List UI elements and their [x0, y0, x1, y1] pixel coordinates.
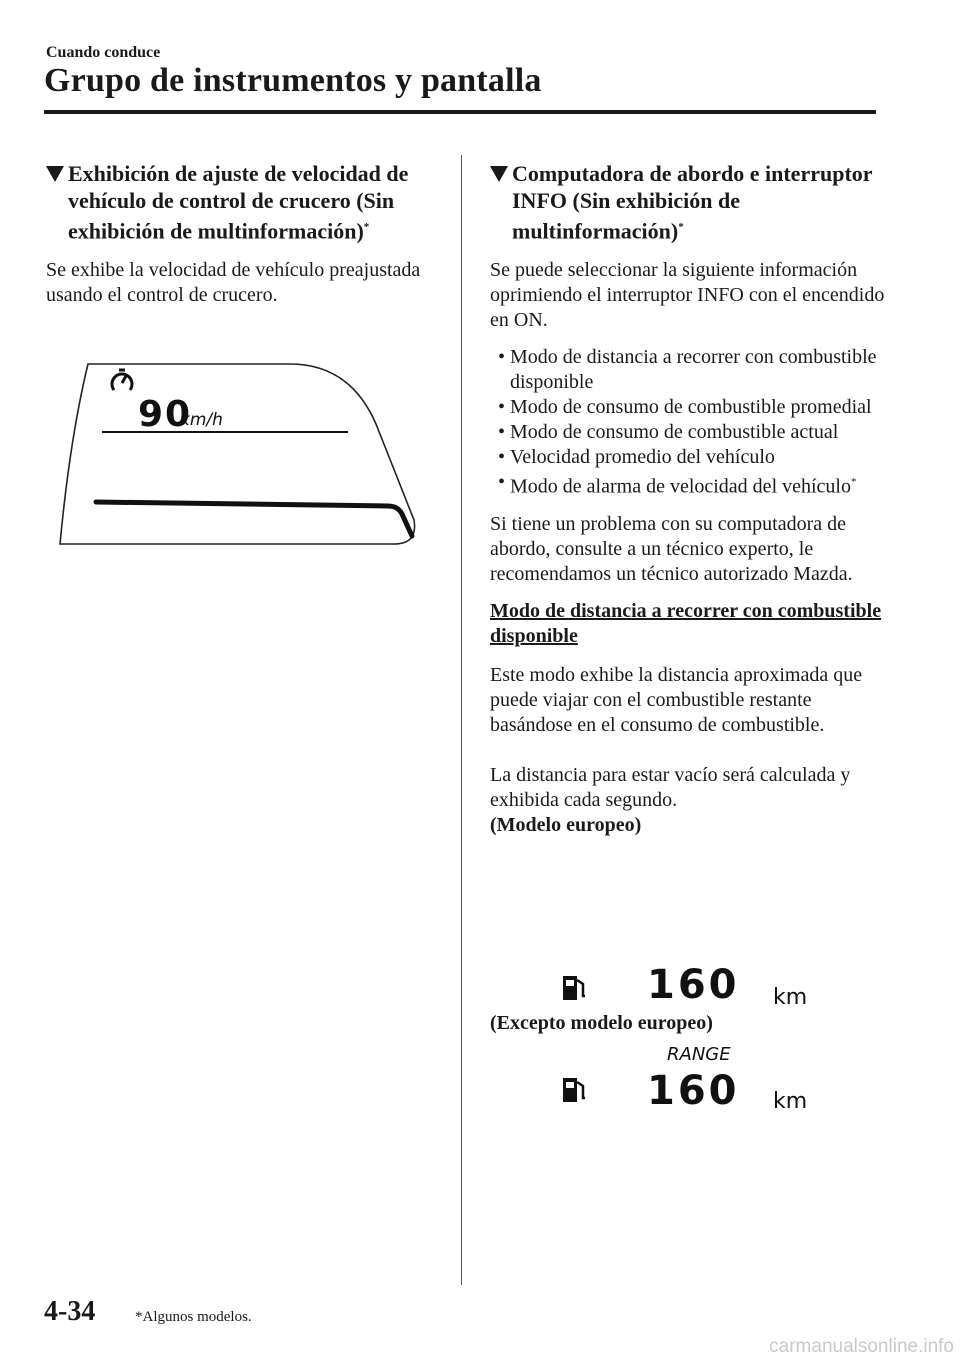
- triangle-marker-icon: [46, 166, 64, 182]
- bullet-dot: •: [498, 346, 506, 369]
- range-mode-subheading: Modo de distancia a recorrer con combustible disponible: [490, 599, 882, 647]
- list-item: • Modo de distancia a recorrer con combustible disponible: [498, 346, 877, 394]
- range-display-european: [555, 962, 815, 1010]
- trip-computer-intro: Se puede seleccionar la siguiente información oprimiendo el interruptor INFO con el encendido en ON.: [490, 259, 885, 332]
- range-calc-text: La distancia para estar vacío será calculada y exhibida cada segundo.: [490, 763, 851, 811]
- set-speed-unit: km/h: [180, 410, 223, 430]
- problem-text: Si tiene un problema con su computadora de abordo, consulte a un técnico experto, le recomendamos un técnico autorizado Mazda.: [490, 512, 853, 585]
- range-display-non-european: [555, 1042, 815, 1112]
- trip-computer-heading: [490, 160, 885, 244]
- column-divider: [461, 155, 462, 1285]
- list-item: • Modo de consumo de combustible actual: [498, 421, 839, 444]
- trip-computer-heading-text: Computadora de abordo e interruptor INFO (Sin exhibición de multinformación): [512, 161, 873, 244]
- section-label: Cuando conduce: [46, 44, 161, 61]
- bullet-dot: •: [498, 471, 506, 494]
- watermark: carmanualsonline.info: [769, 1336, 954, 1357]
- some-models-mark: *: [851, 476, 857, 489]
- cruise-speed-display-illustration: [58, 358, 420, 548]
- range-label: RANGE: [667, 1044, 731, 1065]
- cruise-speed-body: Se exhibe la velocidad de vehículo preajustada usando el control de crucero.: [46, 259, 421, 307]
- left-column: [46, 160, 442, 320]
- right-column: [490, 160, 885, 838]
- non-european-model-label: (Excepto modelo europeo): [490, 1012, 713, 1034]
- page-number: 4-34: [44, 1296, 96, 1327]
- bullet-dot: •: [498, 421, 506, 444]
- bullet-dot: •: [498, 446, 506, 469]
- footnote: *Algunos modelos.: [135, 1309, 252, 1325]
- fuel-pump-icon: [563, 1078, 585, 1102]
- european-model-label: (Modelo europeo): [490, 813, 642, 836]
- range-mode-text: Este modo exhibe la distancia aproximada que puede viajar con el combustible restante basándose en el consumo de combustible.: [490, 663, 863, 736]
- list-item: • Modo de consumo de combustible promedial: [498, 396, 872, 419]
- range-value: 160: [647, 1068, 740, 1112]
- list-item: • Modo de alarma de velocidad del vehículo*: [498, 471, 857, 498]
- cruise-speed-heading-text: Exhibición de ajuste de velocidad de vehículo de control de crucero (Sin exhibición de multinformación): [68, 161, 409, 244]
- some-models-mark: *: [363, 221, 370, 233]
- mode-list: [490, 345, 885, 500]
- some-models-mark: *: [678, 221, 684, 233]
- triangle-marker-icon: [490, 166, 508, 182]
- range-unit: km: [773, 1089, 808, 1112]
- page-title: Grupo de instrumentos y pantalla: [44, 62, 542, 99]
- title-rule: [44, 110, 876, 114]
- set-speed-value: 90: [138, 394, 193, 435]
- bullet-dot: •: [498, 396, 506, 419]
- range-value: 160: [647, 962, 740, 1008]
- list-item: • Velocidad promedio del vehículo: [498, 446, 775, 469]
- fuel-pump-icon: [563, 976, 585, 1000]
- range-unit: km: [773, 985, 808, 1010]
- cruise-control-icon: [112, 370, 132, 390]
- cruise-speed-heading: [46, 160, 442, 244]
